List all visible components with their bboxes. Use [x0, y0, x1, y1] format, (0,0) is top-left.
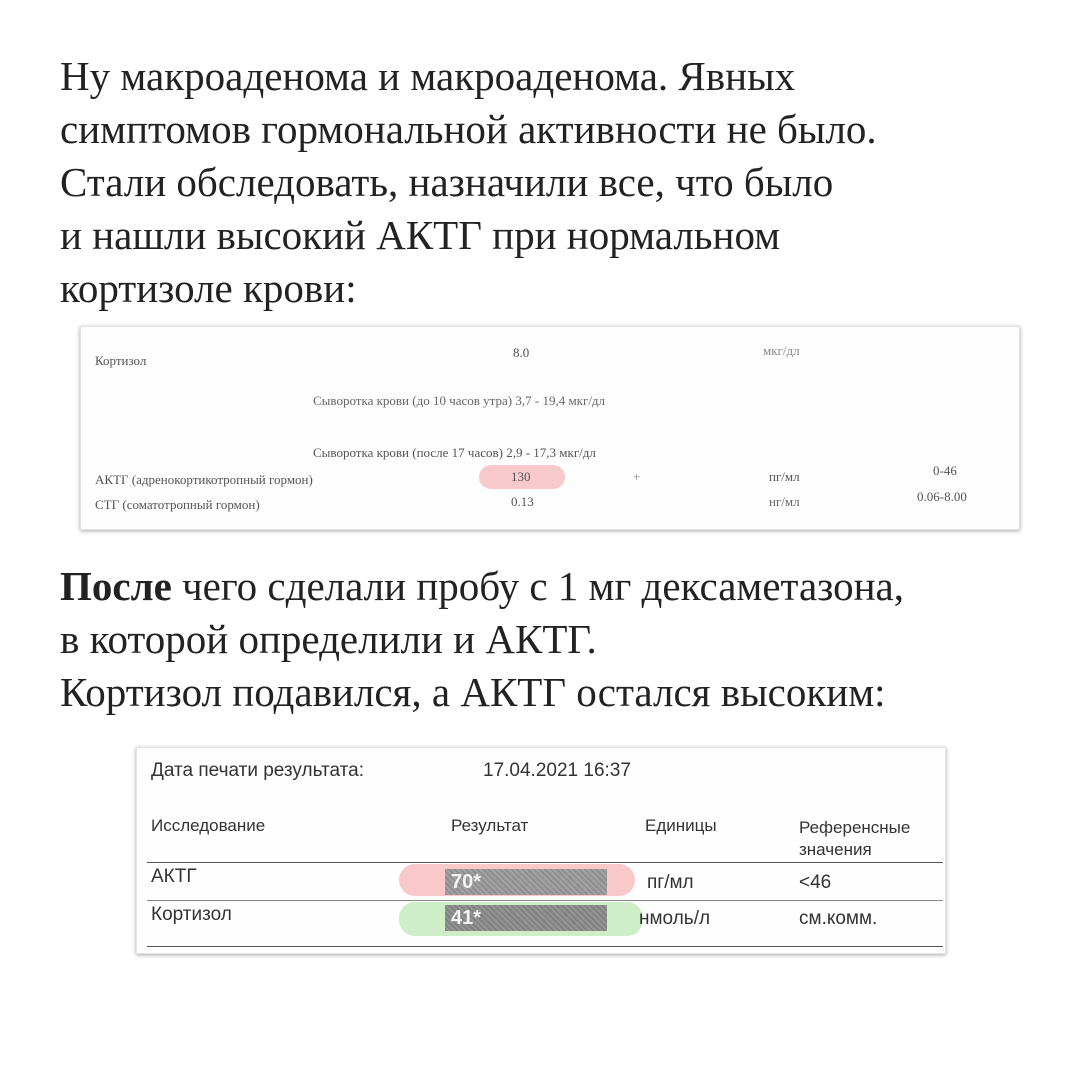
cortisol-unit: мкг/дл — [763, 343, 800, 358]
cortisol-row-name: Кортизол — [151, 904, 232, 925]
lab-report-scan-2 — [136, 747, 946, 954]
intro-line-3: Стали обследовать, назначили все, что было — [60, 159, 834, 205]
middle-bold-word: После — [60, 563, 172, 609]
stg-label: СТГ (соматотропный гормон) — [95, 497, 260, 512]
lab-report-scan-1 — [80, 326, 1020, 530]
column-result: Результат — [451, 816, 529, 835]
table-divider-bottom — [147, 946, 943, 947]
acth-unit: пг/мл — [769, 469, 800, 484]
acth-reference: 0-46 — [933, 463, 957, 478]
acth-label: АКТГ (адренокортикотропный гормон) — [95, 472, 313, 487]
intro-line-1: Ну макроаденома и макроаденома. Явных — [60, 53, 796, 99]
middle-line-1 — [60, 560, 1050, 613]
reference-morning: Сыворотка крови (до 10 часов утра) 3,7 - 19,4 мкг/дл — [313, 393, 606, 408]
column-reference-line-1: Референсные — [799, 818, 911, 837]
stg-value: 0.13 — [511, 494, 534, 509]
acth-row-result: 70* — [445, 869, 607, 895]
intro-line-4: и нашли высокий АКТГ при нормальном — [60, 212, 781, 258]
table-divider-row-1 — [147, 900, 943, 901]
column-units: Единицы — [645, 816, 717, 835]
column-reference-line-2: значения — [799, 840, 872, 859]
table-divider-header — [147, 862, 943, 863]
reference-evening: Сыворотка крови (после 17 часов) 2,9 - 17,3 мкг/дл — [313, 445, 596, 460]
acth-row-unit: пг/мл — [647, 872, 694, 893]
cortisol-row-result: 41* — [445, 905, 607, 931]
column-study: Исследование — [151, 816, 266, 835]
middle-paragraph — [60, 560, 1050, 719]
stg-unit: нг/мл — [769, 494, 800, 509]
acth-row-name: АКТГ — [151, 866, 197, 887]
print-date-value: 17.04.2021 16:37 — [483, 760, 631, 781]
intro-line-5: кортизоле крови: — [60, 265, 357, 311]
cortisol-value: 8.0 — [513, 345, 530, 360]
middle-line-3: Кортизол подавился, а АКТГ остался высоким: — [60, 669, 886, 715]
acth-flag: + — [633, 469, 641, 484]
middle-line-1-rest: чего сделали пробу с 1 мг дексаметазона, — [171, 563, 904, 609]
stg-reference: 0.06-8.00 — [917, 489, 967, 504]
cortisol-row-reference: см.комм. — [799, 908, 878, 929]
cortisol-label: Кортизол — [95, 353, 147, 368]
intro-line-2: симптомов гормональной активности не было. — [60, 106, 877, 152]
acth-value: 130 — [511, 469, 531, 484]
acth-row-reference: <46 — [799, 872, 832, 893]
middle-line-2: в которой определили и АКТГ. — [60, 616, 597, 662]
print-date-label: Дата печати результата: — [151, 760, 364, 781]
cortisol-row-unit: нмоль/л — [639, 908, 711, 929]
intro-paragraph — [60, 50, 1050, 315]
